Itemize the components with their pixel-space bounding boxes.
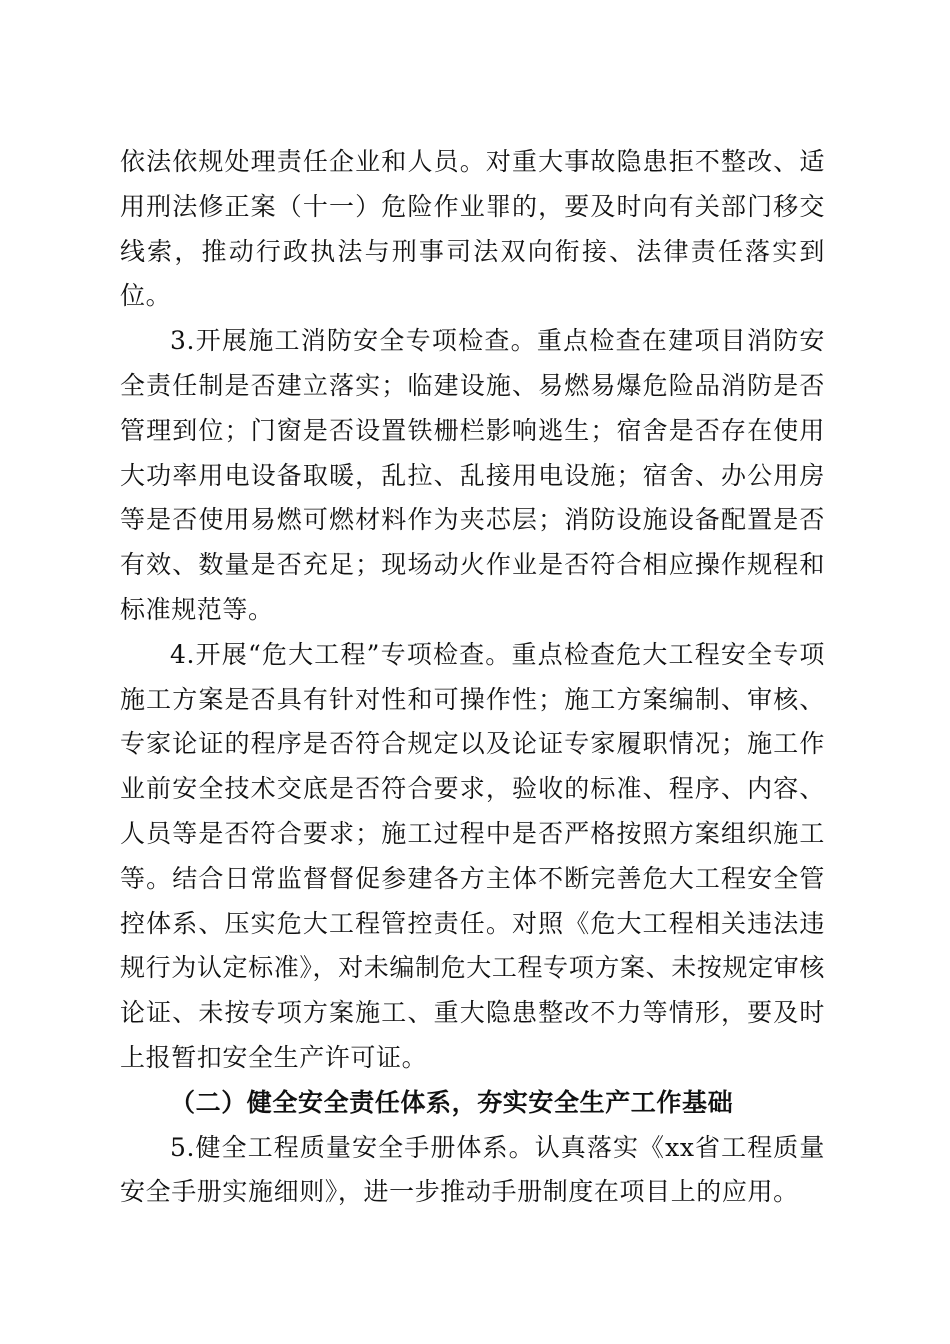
paragraph-item-3-fire-safety: 3.开展施工消防安全专项检查。重点检查在建项目消防安全责任制是否建立落实；临建设施、易燃易爆危险品消防是否管理到位；门窗是否设置铁栅栏影响逃生；宿舍是否存在使用大功率用电设备取暖，乱拉、乱接用电设施；宿舍、办公用房等是否使用易燃可燃材料作为夹芯层；消防设施设备配置是否有效、数量是否充足；现场动火作业是否符合相应操作规程和标准规范等。: [120, 326, 825, 624]
paragraph-item-4-hazardous-projects: 4.开展“危大工程”专项检查。重点检查危大工程安全专项施工方案是否具有针对性和可操作性；施工方案编制、审核、专家论证的程序是否符合规定以及论证专家履职情况；施工作业前安全技术交底是否符合要求，验收的标准、程序、内容、人员等是否符合要求；施工过程中是否严格按照方案组织施工等。结合日常监督督促参建各方主体不断完善危大工程安全管控体系、压实危大工程管控责任。对照《危大工程相关违法违规行为认定标准》，对未编制危大工程专项方案、未按规定审核论证、未按专项方案施工、重大隐患整改不力等情形，要及时上报暂扣安全生产许可证。: [120, 639, 825, 1072]
section-heading-2: （二）健全安全责任体系，夯实安全生产工作基础: [170, 1087, 734, 1117]
paragraph-item-5-safety-manual: 5.健全工程质量安全手册体系。认真落实《xx省工程质量安全手册实施细则》，进一步推动手册制度在项目上的应用。: [120, 1132, 825, 1207]
document-body: [120, 140, 825, 1215]
paragraph-continuation: 依法依规处理责任企业和人员。对重大事故隐患拒不整改、适用刑法修正案（十一）危险作业罪的，要及时向有关部门移交线索，推动行政执法与刑事司法双向衔接、法律责任落实到位。: [120, 147, 825, 311]
